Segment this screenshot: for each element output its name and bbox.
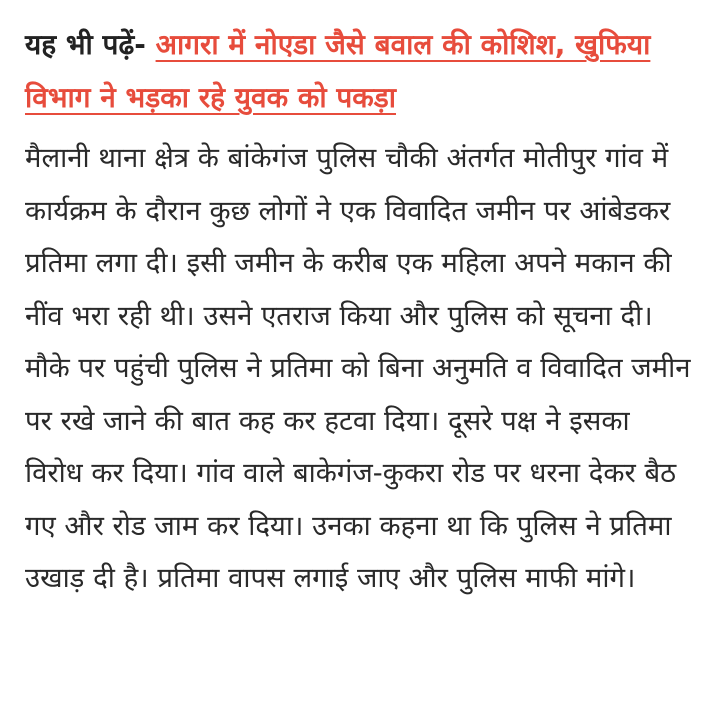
read-also-link[interactable]: आगरा में नोएडा जैसे बवाल की कोशिश, खुफिया विभाग ने भड़का रहे युवक को पकड़ा	[25, 28, 651, 114]
article-paragraph: मैलानी थाना क्षेत्र के बांकेगंज पुलिस चौकी अंतर्गत मोतीपुर गांव में कार्यक्रम के दौरान कुछ लोगों ने एक विवादित जमीन पर आंबेडकर प्रतिमा लगा दी। इसी जमीन के करीब एक महिला अपने मकान की नींव भरा रही थी। उसने एतराज किया और पुलिस को सूचना दी। मौके पर पहुंची पुलिस ने प्रतिमा को बिना अनुमति व विवादित जमीन पर रखे जाने की बात कह कर हटवा दिया। दूसरे पक्ष ने इसका विरोध कर दिया। गांव वाले बाकेगंज-कुकरा रोड पर धरना देकर बैठ गए और रोड जाम कर दिया। उनका कहना था कि पुलिस ने प्रतिमा उखाड़ दी है। प्रतिमा वापस लगाई जाए और पुलिस माफी मांगे।	[25, 142, 691, 594]
read-also-prefix: यह भी पढ़ें-	[25, 28, 156, 61]
read-also-block	[25, 18, 696, 124]
